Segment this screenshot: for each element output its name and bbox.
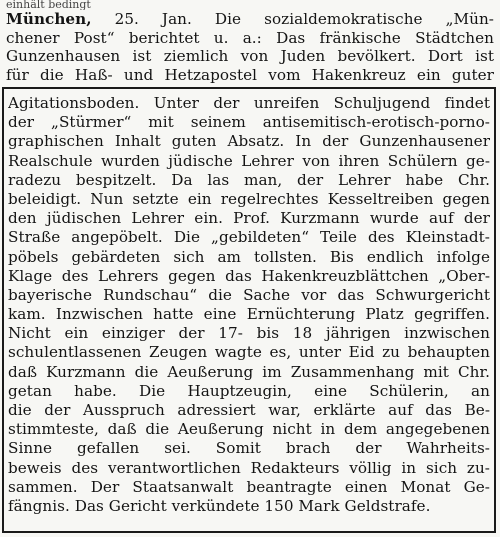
body-line: Sinne gefallen sei. Somit brach der Wahrheits- — [8, 439, 490, 458]
body-line: Agitationsboden. Unter der unreifen Schuljugend findet — [8, 94, 490, 112]
body-line: schulentlassenen Zeugen wagte es, unter Eid zu behaupten — [8, 343, 490, 362]
body-line: getan habe. Die Hauptzeugin, eine Schülerin, an — [8, 381, 490, 400]
body-line-last: fängnis. Das Gericht verkündete 150 Mark Geldstrafe. — [8, 496, 431, 515]
body-line: Klage des Lehrers gegen das Hakenkreuzblättchen „Ober- — [8, 266, 490, 285]
body-line: beweis des verantwortlichen Redakteurs völlig in sich zu- — [8, 458, 490, 477]
body-line: Realschule wurden jüdische Lehrer von ihren Schülern ge- — [8, 151, 490, 170]
body-line: radezu bespitzelt. Da las man, der Lehrer habe Chr. — [8, 170, 490, 189]
body-line: Nicht ein einziger der 17- bis 18 jährigen inzwischen — [8, 324, 490, 343]
body-line: sammen. Der Staatsanwalt beantragte einen Monat Ge- — [8, 477, 490, 496]
body-line: Straße angepöbelt. Die „gebildeten“ Teile des Kleinstadt- — [8, 228, 490, 247]
intro-line: chener Post“ berichtet u. a.: Das fränkische Städtchen — [6, 28, 494, 47]
intro-line-rest: Die sozialdemokratische „Mün- — [214, 10, 494, 28]
body-line: bayerische Rundschau“ die Sache vor das Schwurgericht — [8, 285, 490, 304]
body-line: den jüdischen Lehrer ein. Prof. Kurzmann wurde auf der — [8, 209, 490, 228]
article-intro — [6, 10, 494, 84]
intro-line: für die Haß- und Hetzapostel vom Hakenkreuz ein guter — [6, 65, 494, 84]
body-line: daß Kurzmann die Aeußerung im Zusammenhang mit Chr. — [8, 362, 490, 381]
body-line: der „Stürmer“ mit seinem antisemitisch-erotisch-porno- — [8, 113, 490, 132]
dateline-row — [6, 10, 494, 29]
body-line: stimmteste, daß die Aeußerung nicht in dem angegebenen — [8, 420, 490, 439]
body-line: graphischen Inhalt guten Absatz. In der Gunzenhausener — [8, 132, 490, 151]
dateline-place: München, — [6, 10, 92, 28]
body-line: die der Ausspruch adressiert war, erklärte auf das Be- — [8, 401, 490, 419]
body-line: beleidigt. Nun setzte ein regelrechtes Kesseltreiben gegen — [8, 189, 490, 208]
body-line: pöbels gebärdeten sich am tollsten. Bis endlich infolge — [8, 247, 490, 266]
boxed-article-body — [2, 87, 496, 533]
dateline-date: 25. Jan. — [114, 10, 192, 28]
intro-line: Gunzenhausen ist ziemlich von Juden bevölkert. Dort ist — [6, 47, 494, 66]
cut-off-line: einhält bedingt — [6, 0, 91, 10]
body-line: kam. Inzwischen hatte eine Ernüchterung Platz gegriffen. — [8, 305, 490, 324]
